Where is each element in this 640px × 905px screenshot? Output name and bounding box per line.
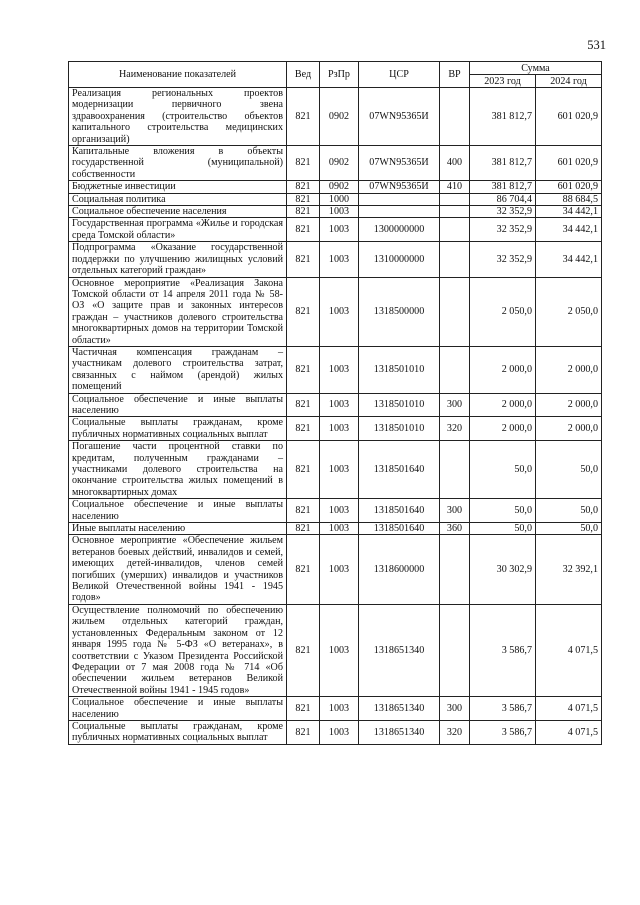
cell-ved: 821 xyxy=(287,242,320,277)
cell-2024: 34 442,1 xyxy=(536,206,602,218)
cell-csr: 1318501640 xyxy=(359,523,440,535)
cell-2024: 50,0 xyxy=(536,523,602,535)
cell-2024: 2 000,0 xyxy=(536,417,602,441)
cell-vr xyxy=(440,535,470,604)
table-row xyxy=(69,206,602,218)
cell-2024: 4 071,5 xyxy=(536,604,602,696)
cell-name: Социальное обеспечение населения xyxy=(69,206,287,218)
cell-name: Подпрограмма «Оказание государственной поддержки по улучшению жилищных условий отдельных категорий граждан» xyxy=(69,242,287,277)
table-row xyxy=(69,88,602,146)
cell-2024: 50,0 xyxy=(536,441,602,499)
cell-vr: 300 xyxy=(440,697,470,721)
cell-vr xyxy=(440,604,470,696)
table-row xyxy=(69,193,602,205)
table-header xyxy=(69,62,602,88)
table-row xyxy=(69,277,602,346)
cell-rzpr: 1003 xyxy=(320,242,359,277)
cell-name: Социальное обеспечение и иные выплаты населению xyxy=(69,697,287,721)
cell-2024: 88 684,5 xyxy=(536,193,602,205)
cell-2023: 86 704,4 xyxy=(470,193,536,205)
cell-vr xyxy=(440,441,470,499)
cell-2024: 601 020,9 xyxy=(536,88,602,146)
cell-ved: 821 xyxy=(287,218,320,242)
cell-name: Основное мероприятие «Обеспечение жильем ветеранов боевых действий, инвалидов и семей, имеющих детей-инвалидов, членов семей погибших (умерших) инвалидов и участников Великой Отечественной войны 1941 - 1945 годов» xyxy=(69,535,287,604)
cell-2024: 601 020,9 xyxy=(536,181,602,193)
cell-2023: 3 586,7 xyxy=(470,697,536,721)
cell-2023: 2 000,0 xyxy=(470,346,536,393)
cell-rzpr: 1003 xyxy=(320,277,359,346)
cell-2024: 32 392,1 xyxy=(536,535,602,604)
cell-ved: 821 xyxy=(287,523,320,535)
cell-2023: 30 302,9 xyxy=(470,535,536,604)
cell-2023: 50,0 xyxy=(470,523,536,535)
cell-name: Погашение части процентной ставки по кредитам, полученным гражданами – участниками долевого строительства на окончание строительства жилых помещений в многоквартирных домах xyxy=(69,441,287,499)
cell-ved: 821 xyxy=(287,720,320,744)
cell-vr xyxy=(440,277,470,346)
page-number: 531 xyxy=(587,38,606,52)
cell-2023: 3 586,7 xyxy=(470,604,536,696)
cell-2023: 32 352,9 xyxy=(470,218,536,242)
cell-name: Основное мероприятие «Реализация Закона Томской области от 14 апреля 2011 года № 58-ОЗ «О защите прав и законных интересов граждан – участников долевого строительства многоквартирных домов на территории Томской области» xyxy=(69,277,287,346)
cell-rzpr: 1003 xyxy=(320,206,359,218)
table-row xyxy=(69,242,602,277)
cell-csr: 1318501640 xyxy=(359,441,440,499)
cell-csr: 1318501010 xyxy=(359,346,440,393)
table-row xyxy=(69,499,602,523)
cell-csr xyxy=(359,193,440,205)
cell-rzpr: 1003 xyxy=(320,523,359,535)
cell-2024: 34 442,1 xyxy=(536,218,602,242)
cell-ved: 821 xyxy=(287,393,320,417)
cell-2023: 32 352,9 xyxy=(470,206,536,218)
cell-2024: 2 000,0 xyxy=(536,346,602,393)
header-2023: 2023 год xyxy=(470,75,536,88)
cell-rzpr: 0902 xyxy=(320,88,359,146)
cell-2023: 2 000,0 xyxy=(470,417,536,441)
cell-rzpr: 1003 xyxy=(320,393,359,417)
header-sum: Сумма xyxy=(470,62,602,75)
table-row xyxy=(69,181,602,193)
cell-2024: 2 050,0 xyxy=(536,277,602,346)
table-row xyxy=(69,535,602,604)
cell-rzpr: 1003 xyxy=(320,346,359,393)
cell-name: Частичная компенсация гражданам – участникам долевого строительства затрат, связанных с наймом (арендой) жилых помещений xyxy=(69,346,287,393)
header-2024: 2024 год xyxy=(536,75,602,88)
cell-csr: 1318501010 xyxy=(359,393,440,417)
cell-name: Социальные выплаты гражданам, кроме публичных нормативных социальных выплат xyxy=(69,417,287,441)
header-ved: Вед xyxy=(287,62,320,88)
cell-vr: 400 xyxy=(440,146,470,181)
cell-name: Социальная политика xyxy=(69,193,287,205)
cell-2024: 50,0 xyxy=(536,499,602,523)
cell-vr xyxy=(440,206,470,218)
cell-ved: 821 xyxy=(287,181,320,193)
cell-2023: 2 050,0 xyxy=(470,277,536,346)
cell-ved: 821 xyxy=(287,88,320,146)
cell-rzpr: 1003 xyxy=(320,535,359,604)
cell-name: Реализация региональных проектов модернизации первичного звена здравоохранения (строительство объектов капитального строительства медицинских организаций) xyxy=(69,88,287,146)
cell-rzpr: 1003 xyxy=(320,417,359,441)
cell-ved: 821 xyxy=(287,441,320,499)
cell-2023: 381 812,7 xyxy=(470,181,536,193)
budget-table xyxy=(68,61,602,745)
cell-2024: 34 442,1 xyxy=(536,242,602,277)
cell-vr: 320 xyxy=(440,720,470,744)
cell-ved: 821 xyxy=(287,206,320,218)
cell-2023: 50,0 xyxy=(470,499,536,523)
cell-name: Бюджетные инвестиции xyxy=(69,181,287,193)
cell-name: Социальное обеспечение и иные выплаты населению xyxy=(69,499,287,523)
cell-vr xyxy=(440,242,470,277)
cell-ved: 821 xyxy=(287,697,320,721)
cell-2024: 2 000,0 xyxy=(536,393,602,417)
cell-ved: 821 xyxy=(287,146,320,181)
cell-2023: 381 812,7 xyxy=(470,146,536,181)
table-row xyxy=(69,346,602,393)
cell-name: Осуществление полномочий по обеспечению жильем отдельных категорий граждан, установленных Федеральным законом от 12 января 1995 года № 5-ФЗ «О ветеранах», в соответствии с Указом Президента Российской Федерации от 7 мая 2008 года № 714 «Об обеспечении жильем ветеранов Великой Отечественной войны 1941 - 1945 годов» xyxy=(69,604,287,696)
cell-vr: 300 xyxy=(440,499,470,523)
cell-rzpr: 0902 xyxy=(320,181,359,193)
cell-ved: 821 xyxy=(287,346,320,393)
cell-2023: 32 352,9 xyxy=(470,242,536,277)
header-name: Наименование показателей xyxy=(69,62,287,88)
cell-csr: 07WN95365И xyxy=(359,146,440,181)
cell-rzpr: 1003 xyxy=(320,720,359,744)
cell-vr xyxy=(440,218,470,242)
table-row xyxy=(69,218,602,242)
table-row xyxy=(69,604,602,696)
table-row xyxy=(69,441,602,499)
cell-csr: 1318500000 xyxy=(359,277,440,346)
cell-2023: 2 000,0 xyxy=(470,393,536,417)
table-row xyxy=(69,393,602,417)
table-row xyxy=(69,697,602,721)
cell-vr: 410 xyxy=(440,181,470,193)
cell-rzpr: 1003 xyxy=(320,499,359,523)
cell-vr xyxy=(440,88,470,146)
cell-2024: 601 020,9 xyxy=(536,146,602,181)
table-body xyxy=(69,88,602,745)
cell-rzpr: 1003 xyxy=(320,218,359,242)
cell-csr: 1318501640 xyxy=(359,499,440,523)
cell-2024: 4 071,5 xyxy=(536,720,602,744)
cell-name: Государственная программа «Жилье и городская среда Томской области» xyxy=(69,218,287,242)
header-rzpr: РзПр xyxy=(320,62,359,88)
cell-name: Социальные выплаты гражданам, кроме публичных нормативных социальных выплат xyxy=(69,720,287,744)
cell-vr xyxy=(440,193,470,205)
table-row xyxy=(69,146,602,181)
cell-rzpr: 1003 xyxy=(320,604,359,696)
cell-name: Социальное обеспечение и иные выплаты населению xyxy=(69,393,287,417)
table-row xyxy=(69,523,602,535)
cell-2024: 4 071,5 xyxy=(536,697,602,721)
cell-csr xyxy=(359,206,440,218)
cell-rzpr: 1003 xyxy=(320,441,359,499)
cell-vr: 360 xyxy=(440,523,470,535)
cell-vr: 320 xyxy=(440,417,470,441)
cell-2023: 3 586,7 xyxy=(470,720,536,744)
cell-rzpr: 1000 xyxy=(320,193,359,205)
cell-csr: 1318651340 xyxy=(359,720,440,744)
cell-csr: 1318651340 xyxy=(359,604,440,696)
cell-vr: 300 xyxy=(440,393,470,417)
cell-csr: 07WN95365И xyxy=(359,181,440,193)
cell-2023: 50,0 xyxy=(470,441,536,499)
cell-ved: 821 xyxy=(287,277,320,346)
cell-ved: 821 xyxy=(287,193,320,205)
cell-name: Иные выплаты населению xyxy=(69,523,287,535)
cell-ved: 821 xyxy=(287,535,320,604)
cell-rzpr: 0902 xyxy=(320,146,359,181)
cell-ved: 821 xyxy=(287,499,320,523)
cell-csr: 07WN95365И xyxy=(359,88,440,146)
cell-ved: 821 xyxy=(287,604,320,696)
table-row xyxy=(69,720,602,744)
cell-csr: 1310000000 xyxy=(359,242,440,277)
cell-csr: 1318651340 xyxy=(359,697,440,721)
cell-ved: 821 xyxy=(287,417,320,441)
cell-csr: 1300000000 xyxy=(359,218,440,242)
cell-vr xyxy=(440,346,470,393)
table-row xyxy=(69,417,602,441)
header-csr: ЦСР xyxy=(359,62,440,88)
cell-rzpr: 1003 xyxy=(320,697,359,721)
cell-csr: 1318600000 xyxy=(359,535,440,604)
cell-2023: 381 812,7 xyxy=(470,88,536,146)
cell-csr: 1318501010 xyxy=(359,417,440,441)
cell-name: Капитальные вложения в объекты государственной (муниципальной) собственности xyxy=(69,146,287,181)
header-vr: ВР xyxy=(440,62,470,88)
